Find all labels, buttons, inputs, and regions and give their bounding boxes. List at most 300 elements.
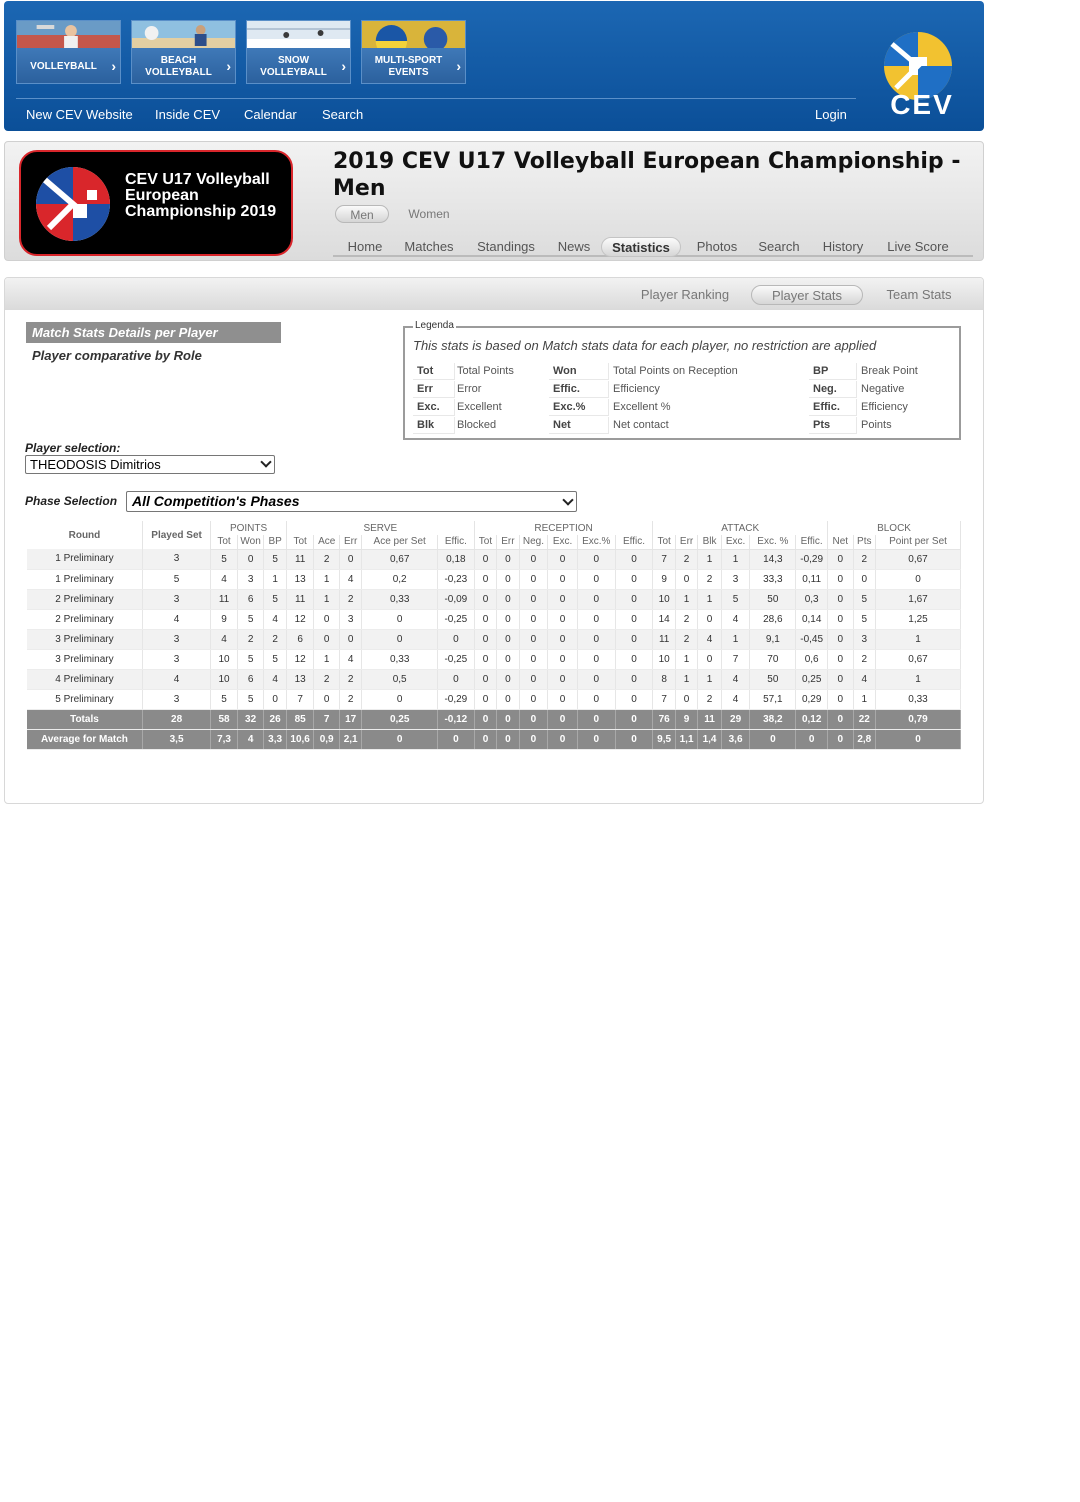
stat-cell: 0,18 bbox=[437, 549, 474, 569]
stat-cell: 3 bbox=[339, 609, 361, 629]
stat-cell: 1 bbox=[675, 669, 697, 689]
stat-cell: 5 bbox=[721, 589, 750, 609]
column-header: Blk bbox=[698, 535, 721, 549]
chevron-down-icon bbox=[562, 494, 573, 505]
beach-volleyball-label: BEACH VOLLEYBALL bbox=[132, 48, 235, 84]
footer-label-cell: Average for Match bbox=[27, 729, 142, 749]
footer-stat-cell: -0,12 bbox=[437, 709, 474, 729]
legend-abbr: Pts bbox=[809, 417, 857, 434]
stat-cell: 0 bbox=[615, 569, 653, 589]
footer-stat-cell: 0 bbox=[577, 729, 615, 749]
stat-cell: 0,2 bbox=[362, 569, 438, 589]
legend-abbr: Net bbox=[549, 417, 609, 434]
stat-cell: 1 bbox=[675, 649, 697, 669]
footer-stat-cell: 0 bbox=[519, 709, 548, 729]
legend-abbr: Exc. bbox=[413, 399, 455, 416]
legend-description: Efficiency bbox=[861, 401, 908, 413]
footer-stat-cell: 22 bbox=[853, 709, 875, 729]
legend-description: Error bbox=[457, 383, 482, 395]
stat-cell: 6 bbox=[237, 589, 264, 609]
stat-cell: 1 bbox=[876, 669, 961, 689]
cev-wordmark: CEV bbox=[890, 89, 954, 120]
group-header-points: POINTS bbox=[211, 521, 287, 535]
legend-abbr: BP bbox=[809, 363, 857, 380]
tab-women[interactable]: Women bbox=[408, 207, 450, 221]
stat-cell: 0 bbox=[497, 609, 519, 629]
stat-cell: 5 bbox=[237, 689, 264, 709]
stat-cell: 0 bbox=[548, 569, 578, 589]
stat-cell: 5 bbox=[142, 569, 210, 589]
footer-stat-cell: 0,79 bbox=[876, 709, 961, 729]
footer-stat-cell: 7,3 bbox=[211, 729, 238, 749]
legend-note: This stats is based on Match stats data for each player, no restriction are applied bbox=[413, 338, 877, 353]
stat-cell: 1 bbox=[675, 589, 697, 609]
stat-cell: 0 bbox=[828, 609, 854, 629]
menu-news[interactable]: News bbox=[557, 239, 591, 254]
stat-cell: 6 bbox=[237, 669, 264, 689]
footer-stat-cell: 10,6 bbox=[286, 729, 314, 749]
stat-cell: 0 bbox=[615, 629, 653, 649]
stat-cell: 1 bbox=[314, 649, 340, 669]
event-logo-text: CEV U17 Volleyball European Championship 2019 bbox=[125, 171, 277, 220]
stat-cell: 4 bbox=[853, 669, 875, 689]
stat-cell: 2 bbox=[237, 629, 264, 649]
legend-box bbox=[403, 320, 961, 440]
stat-cell: 9,1 bbox=[750, 629, 796, 649]
footer-label-cell: Totals bbox=[27, 709, 142, 729]
column-header: Won bbox=[237, 535, 264, 549]
stat-cell: 0 bbox=[577, 669, 615, 689]
stat-cell: 5 bbox=[264, 649, 286, 669]
menu-matches[interactable]: Matches bbox=[404, 239, 454, 254]
stat-cell: 0 bbox=[474, 649, 496, 669]
footer-stat-cell: 7 bbox=[314, 709, 340, 729]
phase-select[interactable] bbox=[126, 491, 577, 512]
stat-cell: 1 bbox=[698, 669, 721, 689]
multi-sport-events-label: MULTI-SPORT EVENTS bbox=[362, 48, 465, 84]
footer-stat-cell: 0 bbox=[828, 729, 854, 749]
stat-cell: 0 bbox=[675, 569, 697, 589]
stat-cell: 0 bbox=[519, 549, 548, 569]
stat-cell: 0 bbox=[497, 649, 519, 669]
phase-select-value: All Competition's Phases bbox=[132, 493, 300, 509]
stat-cell: 0 bbox=[474, 669, 496, 689]
player-select-value: THEODOSIS Dimitrios bbox=[30, 457, 161, 472]
stat-cell: 1 bbox=[314, 569, 340, 589]
stat-cell: 13 bbox=[286, 669, 314, 689]
stat-cell: 7 bbox=[653, 549, 675, 569]
volleyball-label: VOLLEYBALL bbox=[17, 48, 120, 84]
stat-cell: 5 bbox=[853, 589, 875, 609]
stat-cell: 0 bbox=[615, 589, 653, 609]
tab-men[interactable]: Men bbox=[335, 205, 389, 223]
stat-cell: 8 bbox=[653, 669, 675, 689]
stat-cell: 2 bbox=[339, 689, 361, 709]
stat-cell: 2 bbox=[314, 549, 340, 569]
volleyball-photo bbox=[17, 21, 120, 48]
stat-cell: 2 bbox=[339, 669, 361, 689]
event-header bbox=[4, 141, 984, 261]
player-selection-label: Player selection: bbox=[25, 441, 121, 455]
footer-stat-cell: 1,1 bbox=[675, 729, 697, 749]
legend-description: Efficiency bbox=[613, 383, 660, 395]
stat-cell: 3 bbox=[237, 569, 264, 589]
stat-cell: 0,6 bbox=[796, 649, 828, 669]
round-cell: 4 Preliminary bbox=[27, 669, 142, 689]
stat-cell: 0 bbox=[548, 649, 578, 669]
footer-stat-cell: 3,6 bbox=[721, 729, 750, 749]
stat-cell: 0 bbox=[577, 629, 615, 649]
stat-cell: 1 bbox=[698, 549, 721, 569]
stat-cell: 0 bbox=[339, 629, 361, 649]
stat-cell: 0 bbox=[615, 609, 653, 629]
stat-cell: 0,33 bbox=[362, 589, 438, 609]
stat-cell: 0 bbox=[437, 629, 474, 649]
stat-cell: 0 bbox=[519, 649, 548, 669]
stat-cell: 57,1 bbox=[750, 689, 796, 709]
stat-cell: 5 bbox=[264, 589, 286, 609]
chevron-right-icon: › bbox=[111, 58, 116, 74]
stat-cell: 9 bbox=[211, 609, 238, 629]
stat-cell: 1 bbox=[698, 589, 721, 609]
stat-cell: 0 bbox=[519, 589, 548, 609]
footer-stat-cell: 0 bbox=[876, 729, 961, 749]
column-header: Ace bbox=[314, 535, 340, 549]
legend-description: Excellent % bbox=[613, 401, 671, 413]
stat-cell: 0 bbox=[497, 589, 519, 609]
stat-cell: 0 bbox=[577, 589, 615, 609]
beach-volleyball-photo bbox=[132, 21, 235, 48]
stat-cell: 2 bbox=[675, 609, 697, 629]
footer-stat-cell: 0 bbox=[497, 729, 519, 749]
event-emblem-icon bbox=[35, 166, 111, 242]
column-header: Tot bbox=[474, 535, 496, 549]
footer-stat-cell: 0 bbox=[437, 729, 474, 749]
stat-cell: 0 bbox=[519, 569, 548, 589]
stat-cell: 0,5 bbox=[362, 669, 438, 689]
column-header: Ace per Set bbox=[362, 535, 438, 549]
stat-cell: 0 bbox=[474, 569, 496, 589]
column-header: Pts bbox=[853, 535, 875, 549]
round-cell: 1 Preliminary bbox=[27, 549, 142, 569]
column-header: Tot bbox=[286, 535, 314, 549]
chevron-right-icon: › bbox=[226, 58, 231, 74]
column-header: Exc. bbox=[548, 535, 578, 549]
stat-cell: 11 bbox=[286, 589, 314, 609]
stat-cell: -0,09 bbox=[437, 589, 474, 609]
totals-row bbox=[27, 709, 961, 729]
stat-cell: 11 bbox=[653, 629, 675, 649]
stat-cell: 0 bbox=[437, 669, 474, 689]
beach-volleyball-tile[interactable] bbox=[131, 20, 236, 84]
stat-cell: 0 bbox=[339, 549, 361, 569]
stat-cell: 0 bbox=[519, 609, 548, 629]
footer-stat-cell: 9 bbox=[675, 709, 697, 729]
legend-abbr: Err bbox=[413, 381, 455, 398]
stat-cell: 0 bbox=[577, 689, 615, 709]
stat-cell: 1,25 bbox=[876, 609, 961, 629]
legend-description: Total Points bbox=[457, 365, 514, 377]
nav-inside-cev[interactable]: Inside CEV bbox=[155, 107, 221, 122]
footer-stat-cell: 3,5 bbox=[142, 729, 210, 749]
stat-cell: 0 bbox=[497, 689, 519, 709]
footer-stat-cell: 2,8 bbox=[853, 729, 875, 749]
tab-team-stats[interactable]: Team Stats bbox=[886, 287, 952, 302]
stat-cell: -0,25 bbox=[437, 649, 474, 669]
stat-cell: 12 bbox=[286, 649, 314, 669]
round-cell: 1 Preliminary bbox=[27, 569, 142, 589]
legend-abbr: Blk bbox=[413, 417, 455, 434]
section-title: Match Stats Details per Player bbox=[26, 322, 281, 343]
column-header: Net bbox=[828, 535, 854, 549]
stat-cell: 4 bbox=[721, 609, 750, 629]
stat-cell: 0 bbox=[615, 669, 653, 689]
stat-cell: 0 bbox=[474, 689, 496, 709]
stat-cell: 0,67 bbox=[362, 549, 438, 569]
stat-cell: 1 bbox=[721, 629, 750, 649]
stat-cell: 11 bbox=[211, 589, 238, 609]
stat-cell: 7 bbox=[653, 689, 675, 709]
table-row bbox=[27, 689, 961, 709]
table-row bbox=[27, 569, 961, 589]
footer-stat-cell: 38,2 bbox=[750, 709, 796, 729]
stat-cell: 0 bbox=[314, 609, 340, 629]
stat-cell: 0 bbox=[237, 549, 264, 569]
footer-stat-cell: 0,12 bbox=[796, 709, 828, 729]
table-row bbox=[27, 649, 961, 669]
column-header: Neg. bbox=[519, 535, 548, 549]
stat-cell: 0 bbox=[577, 649, 615, 669]
footer-stat-cell: 0 bbox=[362, 729, 438, 749]
footer-stat-cell: 9,5 bbox=[653, 729, 675, 749]
table-row bbox=[27, 669, 961, 689]
stat-cell: 4 bbox=[264, 609, 286, 629]
stat-cell: 4 bbox=[339, 569, 361, 589]
stat-cell: 0 bbox=[519, 669, 548, 689]
volleyball-tile[interactable] bbox=[16, 20, 121, 84]
stat-cell: 28,6 bbox=[750, 609, 796, 629]
round-cell: 5 Preliminary bbox=[27, 689, 142, 709]
stat-cell: 0 bbox=[314, 629, 340, 649]
nav-new-cev-website[interactable]: New CEV Website bbox=[26, 107, 133, 122]
group-header-serve: SERVE bbox=[286, 521, 474, 535]
column-header: Err bbox=[497, 535, 519, 549]
footer-stat-cell: 28 bbox=[142, 709, 210, 729]
footer-stat-cell: 29 bbox=[721, 709, 750, 729]
stat-cell: 12 bbox=[286, 609, 314, 629]
stat-cell: 1 bbox=[264, 569, 286, 589]
menu-home[interactable]: Home bbox=[347, 239, 383, 254]
column-header: Exc.% bbox=[577, 535, 615, 549]
multi-sport-events-tile[interactable] bbox=[361, 20, 466, 84]
page-title: 2019 CEV U17 Volleyball European Championship - Men bbox=[333, 149, 961, 201]
stat-cell: 0 bbox=[314, 689, 340, 709]
column-header: Effic. bbox=[796, 535, 828, 549]
legend-description: Break Point bbox=[861, 365, 918, 377]
stat-cell: 0 bbox=[548, 669, 578, 689]
stat-cell: 1 bbox=[314, 589, 340, 609]
stat-cell: 0 bbox=[497, 569, 519, 589]
stat-cell: 0 bbox=[362, 689, 438, 709]
column-header: Effic. bbox=[615, 535, 653, 549]
snow-volleyball-photo bbox=[247, 21, 350, 48]
stat-cell: 0 bbox=[519, 689, 548, 709]
stat-cell: 4 bbox=[721, 689, 750, 709]
stat-cell: 10 bbox=[211, 669, 238, 689]
stat-cell: 4 bbox=[721, 669, 750, 689]
stat-cell: 5 bbox=[211, 549, 238, 569]
stat-cell: 3 bbox=[853, 629, 875, 649]
stat-cell: 1 bbox=[853, 689, 875, 709]
average-row bbox=[27, 729, 961, 749]
stat-cell: 7 bbox=[721, 649, 750, 669]
chevron-right-icon: › bbox=[456, 58, 461, 74]
stat-cell: 7 bbox=[286, 689, 314, 709]
stat-cell: 33,3 bbox=[750, 569, 796, 589]
stat-cell: 50 bbox=[750, 589, 796, 609]
stat-cell: 0 bbox=[828, 649, 854, 669]
footer-stat-cell: 17 bbox=[339, 709, 361, 729]
phase-selection-label: Phase Selection bbox=[25, 494, 118, 508]
stat-cell: 0 bbox=[474, 629, 496, 649]
menu-statistics[interactable]: Statistics bbox=[601, 237, 681, 257]
stat-cell: 0 bbox=[615, 689, 653, 709]
stat-cell: 2 bbox=[675, 549, 697, 569]
legend-abbr: Exc.% bbox=[549, 399, 609, 416]
stat-cell: 0 bbox=[548, 549, 578, 569]
chevron-right-icon: › bbox=[341, 58, 346, 74]
stat-cell: 10 bbox=[653, 649, 675, 669]
round-cell: 2 Preliminary bbox=[27, 609, 142, 629]
played-set-header: Played Set bbox=[142, 521, 210, 549]
stat-cell: 0 bbox=[548, 589, 578, 609]
footer-stat-cell: 1,4 bbox=[698, 729, 721, 749]
round-cell: 3 Preliminary bbox=[27, 649, 142, 669]
stat-cell: 0,3 bbox=[796, 589, 828, 609]
round-cell: 3 Preliminary bbox=[27, 629, 142, 649]
stat-cell: 0 bbox=[876, 569, 961, 589]
column-header: Err bbox=[675, 535, 697, 549]
footer-stat-cell: 3,3 bbox=[264, 729, 286, 749]
stat-cell: 0 bbox=[548, 689, 578, 709]
stat-cell: 1,67 bbox=[876, 589, 961, 609]
menu-photos[interactable]: Photos bbox=[696, 239, 738, 254]
stat-cell: 0 bbox=[675, 689, 697, 709]
footer-stat-cell: 0 bbox=[474, 729, 496, 749]
player-select[interactable] bbox=[25, 455, 275, 474]
legend-description: Blocked bbox=[457, 419, 497, 431]
stat-cell: 0 bbox=[474, 589, 496, 609]
footer-stat-cell: 0,25 bbox=[362, 709, 438, 729]
stat-cell: 3 bbox=[142, 649, 210, 669]
stat-cell: 3 bbox=[142, 549, 210, 569]
stat-cell: 0 bbox=[828, 549, 854, 569]
stat-cell: 4 bbox=[339, 649, 361, 669]
stat-cell: 5 bbox=[853, 609, 875, 629]
stat-cell: 4 bbox=[142, 609, 210, 629]
menu-standings[interactable]: Standings bbox=[477, 239, 535, 254]
footer-stat-cell: 85 bbox=[286, 709, 314, 729]
top-banner bbox=[4, 1, 984, 131]
footer-stat-cell: 11 bbox=[698, 709, 721, 729]
event-logo[interactable] bbox=[19, 150, 293, 256]
stat-cell: 2 bbox=[264, 629, 286, 649]
nav-search[interactable]: Search bbox=[322, 107, 364, 122]
stat-cell: 14 bbox=[653, 609, 675, 629]
stat-cell: 0,14 bbox=[796, 609, 828, 629]
stat-cell: 0 bbox=[828, 589, 854, 609]
stat-cell: 2 bbox=[698, 569, 721, 589]
footer-stat-cell: 4 bbox=[237, 729, 264, 749]
stat-cell: 0 bbox=[577, 549, 615, 569]
stat-cell: -0,29 bbox=[796, 549, 828, 569]
footer-stat-cell: 0 bbox=[577, 709, 615, 729]
stat-cell: 0,11 bbox=[796, 569, 828, 589]
snow-volleyball-tile[interactable] bbox=[246, 20, 351, 84]
legend-description: Negative bbox=[861, 383, 905, 395]
stat-cell: 4 bbox=[264, 669, 286, 689]
stat-cell: 9 bbox=[653, 569, 675, 589]
stat-cell: 0 bbox=[698, 649, 721, 669]
column-header: BP bbox=[264, 535, 286, 549]
stat-cell: 0 bbox=[362, 629, 438, 649]
legend-title: Legenda bbox=[415, 320, 454, 331]
group-header-reception: RECEPTION bbox=[474, 521, 653, 535]
stat-cell: 10 bbox=[653, 589, 675, 609]
login-link[interactable]: Login bbox=[815, 107, 847, 122]
group-header-block: BLOCK bbox=[828, 521, 961, 535]
menu-live-score[interactable]: Live Score bbox=[887, 239, 949, 254]
menu-search[interactable]: Search bbox=[758, 239, 800, 254]
stat-cell: 70 bbox=[750, 649, 796, 669]
footer-stat-cell: 26 bbox=[264, 709, 286, 729]
stat-cell: 0,67 bbox=[876, 649, 961, 669]
nav-calendar[interactable]: Calendar bbox=[244, 107, 297, 122]
stat-cell: 0 bbox=[577, 569, 615, 589]
stat-cell: 0 bbox=[853, 569, 875, 589]
stat-cell: 0 bbox=[577, 609, 615, 629]
tab-player-stats[interactable]: Player Stats bbox=[751, 285, 863, 305]
stat-cell: 3 bbox=[142, 589, 210, 609]
stat-cell: 5 bbox=[237, 649, 264, 669]
stat-cell: 0,67 bbox=[876, 549, 961, 569]
stat-cell: 0 bbox=[497, 549, 519, 569]
menu-history[interactable]: History bbox=[822, 239, 864, 254]
stat-cell: 0 bbox=[548, 609, 578, 629]
footer-stat-cell: 0 bbox=[828, 709, 854, 729]
footer-stat-cell: 0 bbox=[615, 709, 653, 729]
stat-cell: 0,29 bbox=[796, 689, 828, 709]
footer-stat-cell: 0,9 bbox=[314, 729, 340, 749]
stat-cell: -0,45 bbox=[796, 629, 828, 649]
legend-abbr: Tot bbox=[413, 363, 455, 380]
stats-subnav bbox=[5, 278, 983, 310]
group-header-attack: ATTACK bbox=[653, 521, 828, 535]
stat-cell: 0 bbox=[362, 609, 438, 629]
section-subtitle: Player comparative by Role bbox=[32, 348, 202, 363]
stat-cell: 2 bbox=[675, 629, 697, 649]
tab-player-ranking[interactable]: Player Ranking bbox=[640, 287, 730, 302]
stat-cell: 0 bbox=[698, 609, 721, 629]
stat-cell: 3 bbox=[721, 569, 750, 589]
stat-cell: 13 bbox=[286, 569, 314, 589]
stat-cell: 0,33 bbox=[362, 649, 438, 669]
stat-cell: 4 bbox=[698, 629, 721, 649]
stat-cell: 10 bbox=[211, 649, 238, 669]
stat-cell: 0 bbox=[264, 689, 286, 709]
stat-cell: 0 bbox=[828, 689, 854, 709]
stat-cell: 1 bbox=[721, 549, 750, 569]
